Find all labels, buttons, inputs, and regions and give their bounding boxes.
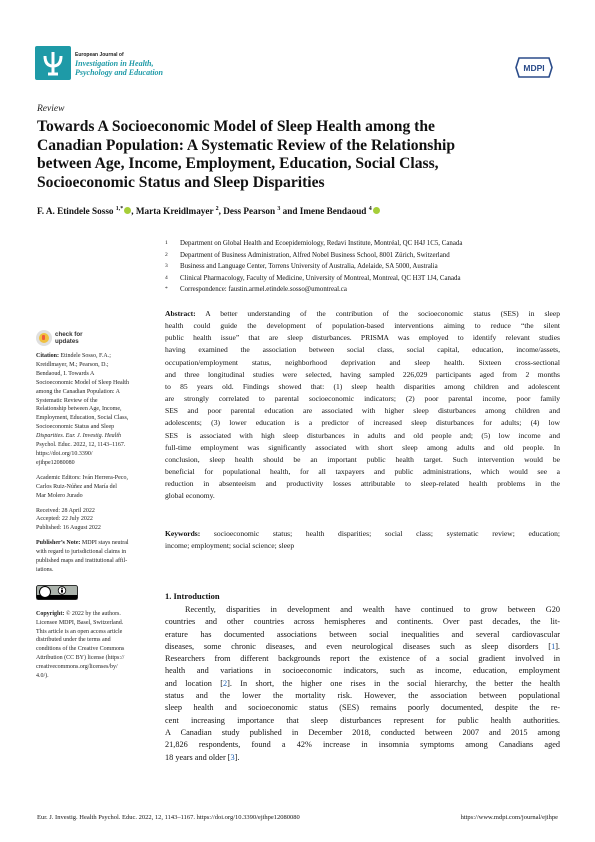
citation-line: Kreidlmayer, M.; Pearson, D.; <box>36 361 109 368</box>
journal-name-small: European Journal of <box>75 52 124 58</box>
abstract-line: reduction in absenteeism and productivity losses attributable to sleep-related health problems in the <box>165 479 560 489</box>
abstract-line: health could guide the development of population-based interventions aiming to reduce “the silent <box>165 321 560 331</box>
publisher-note-line: iations. <box>36 566 54 573</box>
intro-line: health and variations in socioeconomic indicators, such as income, education, employment <box>165 666 560 676</box>
citation-doi-link[interactable]: https://doi.org/10.3390/ <box>36 450 93 457</box>
intro-line: 18 years and older [3]. <box>165 752 240 762</box>
author-name[interactable]: Dess Pearson <box>223 206 276 217</box>
author-list: F. A. Etindele Sosso $^{1,*}$ , Marta Kreidlmayer $^2$, Dess Pearson $^3$ and Imene Bendaoud $^4$ <box>37 206 380 216</box>
citation-line: among the Canadian Population: A <box>36 388 120 395</box>
copyright-line: This article is an open access article <box>36 628 123 635</box>
citation-block <box>36 352 158 468</box>
author-name[interactable]: Marta Kreidlmayer <box>135 206 214 217</box>
footer-journal-link[interactable]: https://www.mdpi.com/journal/ejihpe <box>460 814 558 821</box>
title-line: Canadian Population: A Systematic Review of the Relationship <box>37 136 456 154</box>
keywords <box>165 528 560 552</box>
abstract-line: public health issue” that are sleep disturbances. PRISMA was employed to identify relevant studies <box>165 333 560 343</box>
dates-block <box>36 507 158 534</box>
copyright-line: © 2022 by the authors. <box>64 610 121 617</box>
accepted-date: Accepted: 22 July 2022 <box>36 516 93 523</box>
intro-line: and location [2]. In short, the higher one rises in the social hierarchy, the better the health <box>165 678 560 688</box>
abstract-line: to 85 years old. Findings showed that: (1) sleep health disparities among children and adolescent <box>165 381 560 391</box>
journal-title-line-2: Psychology and Education <box>75 68 164 77</box>
affiliation-text: Clinical Pharmacology, Faculty of Medicine, University of Montreal, Montreal, QC H3T 1J4, Canada <box>180 274 461 282</box>
psi-icon <box>35 46 71 80</box>
abstract-line: beneficial for populational health, for all taxpayers and public administrations, which would see a <box>165 467 560 477</box>
copyright-block <box>36 610 158 681</box>
intro-line: sleep health and socioeconomic status (SES) remains poorly documented, despite the re- <box>165 703 560 713</box>
affiliation-number: 1 <box>165 240 168 246</box>
title-line: Towards A Socioeconomic Model of Sleep Health among the <box>37 118 435 135</box>
intro-line: A Canadian study published in December 2018, conducted between 2007 and 2015 among <box>165 727 560 737</box>
affiliations <box>165 238 565 296</box>
received-date: Received: 28 April 2022 <box>36 507 95 514</box>
affiliation-row <box>165 273 565 285</box>
intro-line: 21,826 respondents, found a 42% increase in insomnia symptoms among Canadians aged <box>165 740 560 750</box>
publisher-note-line: MDPI stays neutral <box>80 540 129 547</box>
copyright-line: conditions of the Creative Commons <box>36 646 125 653</box>
abstract-line: SES and poor parental education are associated with higher sleep disturbances among children and <box>165 406 560 416</box>
abstract-line: Abstract: A better understanding of the contribution of the socioeconomic status (SES) in sleep <box>165 309 560 318</box>
orcid-icon[interactable] <box>124 207 131 214</box>
author-name[interactable]: F. A. Etindele Sosso <box>37 206 114 217</box>
abstract-line: are strongly correlated to parental socioeconomic indicators; (2) poor parental income, poor family <box>165 394 560 404</box>
publisher-note <box>36 539 158 575</box>
title-line: Socioeconomic Status and Sleep Disparities <box>37 173 325 191</box>
citation-line: Employment, Education, Social Class, <box>36 415 129 422</box>
abstract-line: global economy. <box>165 491 215 501</box>
reference-link[interactable]: 2 <box>222 678 228 688</box>
correspondence-email[interactable]: Correspondence: faustin.armel.etindele.sosso@umontreal.ca <box>180 286 347 294</box>
copyright-line: Attribution (CC BY) license (https:// <box>36 655 125 662</box>
intro-line: Researchers from different backgrounds report the existence of a social gradient involved in <box>165 654 560 664</box>
article-sidebar <box>36 352 158 687</box>
author-sup: 4 <box>368 206 372 212</box>
intro-line: Recently, disparities in development and wealth have continued to grow between G20 <box>185 605 560 614</box>
intro-line: cent increasing importance that sleep disturbances represent for public health authorities. <box>165 715 560 725</box>
copyright-line: Licensee MDPI, Basel, Switzerland. <box>36 619 124 626</box>
intro-line: erature has documented associations between social inequalities and several cardiovascular <box>165 629 560 639</box>
citation-line: Etindele Sosso, F.A.; <box>60 353 111 359</box>
publisher-note-line: published maps and institutional affil- <box>36 558 128 565</box>
editors-block <box>36 474 158 501</box>
check-updates-line1: check for <box>55 331 83 338</box>
journal-title-line-1: Investigation in Health, <box>75 59 154 68</box>
intro-line: status and the lower the mortality risk. However, the association between populational <box>165 691 560 701</box>
intro-line: countries and other countries across hemispheres and continents. Over past decades, the lit- <box>165 617 560 627</box>
affiliation-number: * <box>165 286 168 293</box>
abstract <box>165 308 560 503</box>
reference-link[interactable]: 3 <box>230 752 235 762</box>
copyright-line: 4.0/). <box>36 673 49 680</box>
affiliation-number: 2 <box>165 251 168 258</box>
keywords-line: income; employment; social science; sleep <box>165 541 295 551</box>
published-date: Published: 16 August 2022 <box>36 525 101 532</box>
citation-line: Socioeconomic Status and Sleep <box>36 424 115 431</box>
citation-line: Bendaoud, I. Towards A <box>36 370 95 377</box>
publisher-note-line: with regard to jurisdictional claims in <box>36 549 127 556</box>
keywords-line: Keywords: socioeconomic status; health disparities; social class; systematic review; education; <box>165 529 560 538</box>
affiliation-number: 3 <box>165 263 168 270</box>
intro-line: diseases, some chronic diseases, and even neurological diseases such as sleep disorders [1]. <box>165 641 560 651</box>
citation-label: Citation: <box>36 353 59 359</box>
orcid-icon[interactable] <box>373 207 380 214</box>
affiliation-text: Business and Language Center, Torrens University of Australia, Adelaide, SA 5000, Australia <box>180 263 438 271</box>
mdpi-logo <box>515 57 553 78</box>
affiliation-row <box>165 250 565 262</box>
copyright-label: Copyright: <box>36 610 65 617</box>
cc-by-license-icon[interactable] <box>36 585 78 600</box>
citation-doi-link[interactable]: ejihpe12080080 <box>36 459 75 466</box>
affiliation-row <box>165 238 565 250</box>
abstract-line: and three longitudinal studies were selected, having sampled 226,029 participants aged from 2 months <box>165 369 560 379</box>
author-name[interactable]: Imene Bendaoud <box>299 206 367 217</box>
affiliation-row <box>165 261 565 273</box>
author-sup: 2 <box>215 206 219 212</box>
editors-line: Mar Molero Jurado <box>36 492 83 499</box>
reference-link[interactable]: 1 <box>551 641 556 651</box>
author-sup: 3 <box>277 206 281 212</box>
check-updates-line2: updates <box>55 338 79 345</box>
citation-line: Socioeconomic Model of Sleep Health <box>36 379 129 386</box>
abstract-line: full-time employment was significantly associated with short sleep among adults and old people. In <box>165 442 560 452</box>
article-type: Review <box>37 104 65 114</box>
citation-line: Relationship between Age, Income, <box>36 406 122 413</box>
citation-line: Psychol. Educ. 2022, 12, 1143–1167. <box>36 442 126 449</box>
author-sup: 1,* <box>115 206 124 212</box>
affiliation-number: 4 <box>165 274 168 281</box>
editors-line: Carlos Ruiz-Núñez and María del <box>36 483 117 490</box>
section-heading: 1. Introduction <box>165 591 220 601</box>
introduction-body <box>165 604 560 764</box>
journal-logo <box>35 46 71 80</box>
abstract-line: SES is associated with high sleep disturbances in adults and old people and; (5) low income and <box>165 430 560 440</box>
affiliation-text: Department of Business Administration, Alfred Nobel Business School, 8001 Zürich, Switzerland <box>180 251 450 259</box>
check-updates-icon <box>36 330 52 346</box>
abstract-line: occupation/employment status, neighborhood deprivation and sleep health. Sixteen cross-sectional <box>165 357 560 367</box>
publisher-note-label: Publisher’s Note: <box>36 540 81 547</box>
citation-line: Systematic Review of the <box>36 397 98 404</box>
editors-line: Academic Editors: Iván Herrera-Peco, <box>36 474 128 481</box>
abstract-line: conclusion, sleep health should be an important public health target. Such intervention would be <box>165 454 560 464</box>
keywords-label: Keywords: <box>165 529 201 538</box>
affiliation-row <box>165 284 565 296</box>
title-line: between Age, Income, Employment, Education, Social Class, <box>37 155 439 172</box>
copyright-line: distributed under the terms and <box>36 637 111 644</box>
affiliation-text: Department on Global Health and Ecoepidemiology, Redavi Institute, Montréal, QC H4J 1C5, Canada <box>180 240 463 247</box>
citation-line: Disparities. Eur. J. Investig. Health <box>36 433 121 440</box>
mdpi-logo-text: MDPI <box>523 63 545 73</box>
abstract-line: having examined the association between social class, social capital, education, income/assets, <box>165 345 560 355</box>
abstract-line: adolescents; (3) lower education is a predictor of increased sleep disturbances for adults; (4) low <box>165 418 560 428</box>
license-link[interactable]: creativecommons.org/licenses/by/ <box>36 664 118 671</box>
abstract-label: Abstract: <box>165 309 196 318</box>
article-title <box>37 118 557 192</box>
check-for-updates-button[interactable] <box>36 330 96 348</box>
footer-citation[interactable]: Eur. J. Investig. Health Psychol. Educ. 2022, 12, 1143–1167. https://doi.org/10.3390/ejihpe12080080 <box>37 814 300 821</box>
